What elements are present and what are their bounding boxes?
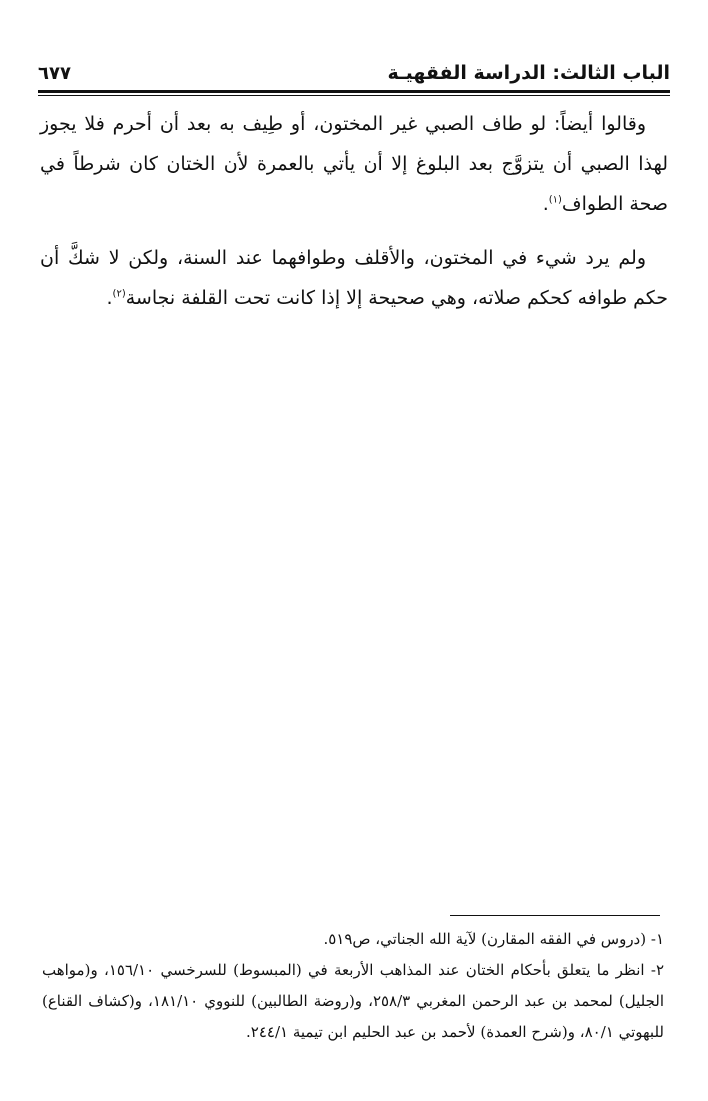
main-text xyxy=(40,104,668,332)
paragraph-text: وقالوا أيضاً: لو طاف الصبي غير المختون، أو طِيف به بعد أن أحرم فلا يجوز لهذا الصبي أن يتزوَّج بعد البلوغ إلا أن يأتي بالعمرة لأن الختان كان شرطاً في صحة الطواف xyxy=(40,113,668,215)
page-number: ٦٧٧ xyxy=(38,62,71,84)
footnote-reference: (١) xyxy=(548,194,562,206)
paragraph-end: . xyxy=(106,287,113,309)
footnotes xyxy=(42,924,664,1048)
paragraph xyxy=(40,238,668,318)
paragraph xyxy=(40,104,668,224)
paragraph-text: ولم يرد شيء في المختون، والأقلف وطوافهما عند السنة، ولكن لا شكَّ أن حكم طوافه كحكم صلاته، وهي صحيحة إلا إذا كانت تحت القلفة نجاسة xyxy=(40,247,668,309)
page-header xyxy=(38,58,670,88)
footnote: ٢- انظر ما يتعلق بأحكام الختان عند المذاهب الأربعة في (المبسوط) للسرخسي ١٥٦/١٠، و(مواهب الجليل) لمحمد بن عبد الرحمن المغربي ٢٥٨/٣، و(روضة الطالبين) للنووي ١٨١/١٠، و(كشاف القناع) للبهوتي ٨٠/١، و(شرح العمدة) لأحمد بن عبد الحليم ابن تيمية ٢٤٤/١. xyxy=(42,961,665,1041)
footnote-reference: (٢) xyxy=(112,288,126,300)
footnote: ١- (دروس في الفقه المقارن) لآية الله الجناتي، ص٥١٩. xyxy=(323,930,664,948)
paragraph-end: . xyxy=(542,193,549,215)
chapter-title: الباب الثالث: الدراسة الفقهيـة xyxy=(387,62,670,84)
header-rule xyxy=(38,90,670,93)
footnote-separator xyxy=(450,915,660,916)
header-rule-thin xyxy=(38,95,670,96)
